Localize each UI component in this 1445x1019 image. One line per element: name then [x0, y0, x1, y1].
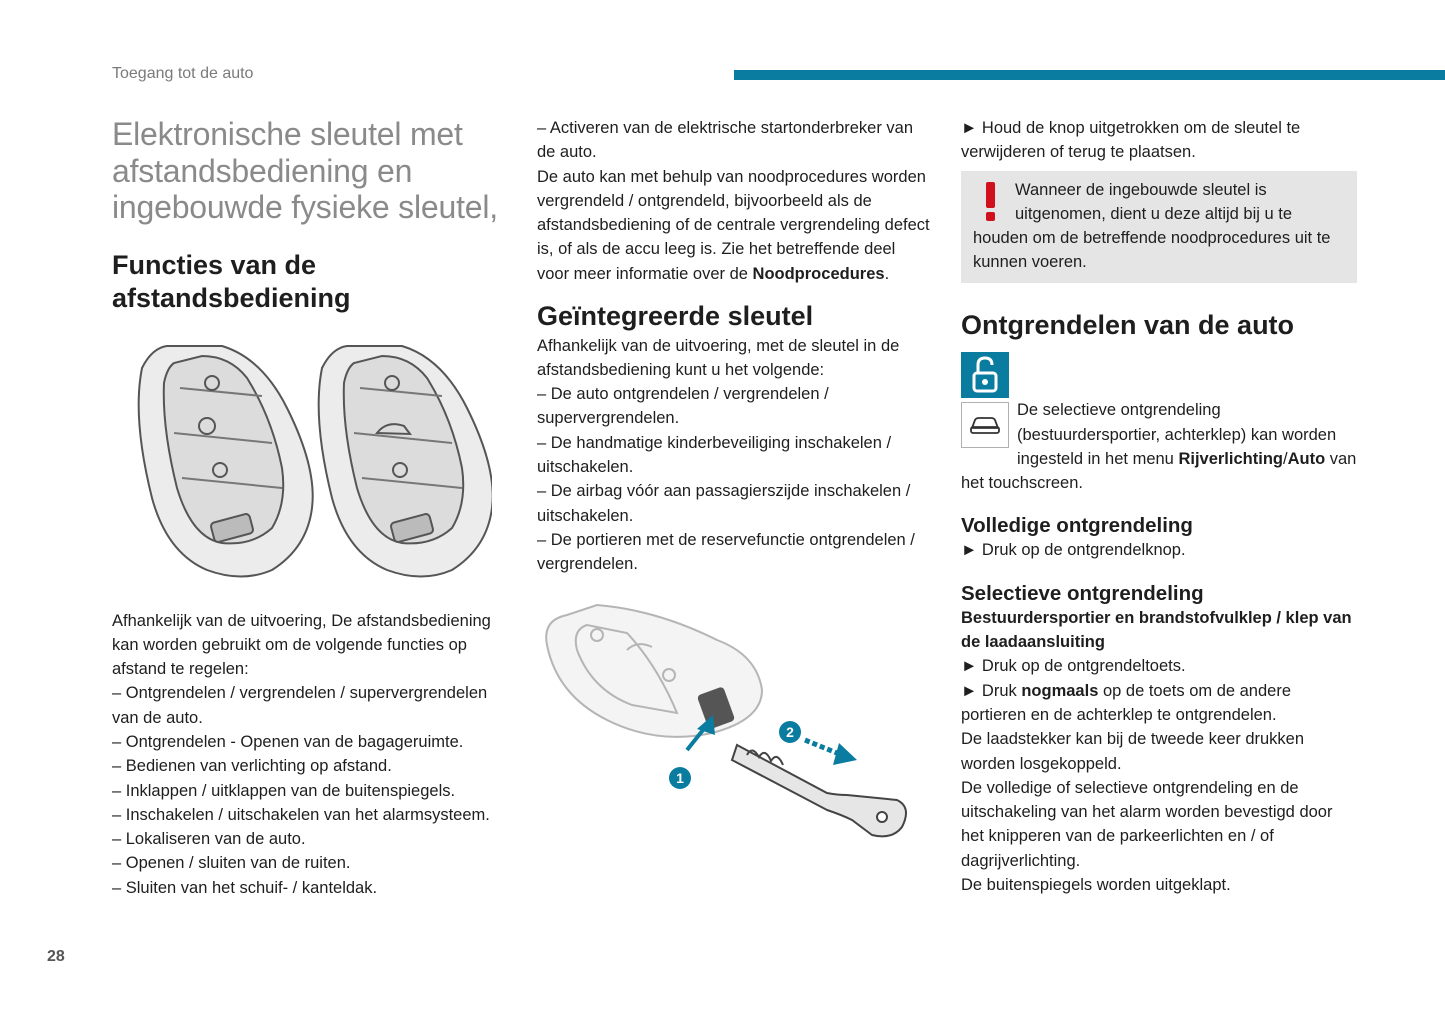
warning-text: Wanneer de ingebouwde sleutel is uitgenomen, dient u deze altijd bij u te houden om de betreffende noodprocedures uit te kunnen voeren.: [973, 180, 1331, 272]
page-number: 28: [47, 948, 65, 965]
selective-step-1: ► Druk op de ontgrendeltoets.: [961, 657, 1186, 676]
selective-unlock-paragraph: De selectieve ontgrendeling (bestuurdersportier, achterklep) kan worden ingesteld in het menu Rijverlichting/Auto van het touchscreen.: [961, 401, 1357, 493]
column-3: [961, 116, 1357, 897]
figure-label-2: 2: [786, 723, 794, 740]
full-unlock-step: ► Druk op de ontgrendelknop.: [961, 541, 1186, 560]
integrated-key-item: – De auto ontgrendelen / vergrendelen / supervergrendelen.: [537, 385, 829, 428]
mechanical-key: [732, 745, 906, 836]
unlock-icon: [961, 352, 1009, 398]
function-item: – Inklappen / uitklappen van de buitenspiegels.: [112, 781, 456, 800]
selective-unlock-subheading: Bestuurdersportier en brandstofvulklep / klep van de laadaansluiting: [961, 608, 1352, 652]
charging-plug-paragraph: De laadstekker kan bij de tweede keer drukken worden losgekoppeld.: [961, 730, 1305, 773]
section-label: Toegang tot de auto: [112, 65, 254, 82]
heading-remote-functions: Functies van de afstandsbediening: [112, 249, 351, 313]
mirrors-paragraph: De buitenspiegels worden uitgeklapt.: [961, 876, 1231, 895]
selective-step-2: ► Druk nogmaals op de toets om de andere portieren en de achterklep te ontgrendelen.: [961, 681, 1292, 724]
section-accent-bar: [734, 70, 1445, 80]
instruction-hold-button: ► Houd de knop uitgetrokken om de sleutel te verwijderen of terug te plaatsen.: [961, 119, 1301, 162]
column-1: [112, 116, 512, 900]
intro-paragraph: Afhankelijk van de uitvoering, De afstandsbediening kan worden gebruikt om de volgende functies op afstand te regelen:: [112, 611, 491, 679]
function-item: – Ontgrendelen / vergrendelen / supervergrendelen van de auto.: [112, 684, 488, 727]
integrated-key-item: – De airbag vóór aan passagierszijde inschakelen / uitschakelen.: [537, 482, 911, 525]
function-item: – Inschakelen / uitschakelen van het alarmsysteem.: [112, 805, 490, 824]
warning-note: [961, 171, 1357, 283]
key-fob-right: [319, 346, 492, 577]
remote-keys-illustration: [112, 338, 492, 583]
settings-icons: [961, 352, 1357, 495]
heading-integrated-key: Geïntegreerde sleutel: [537, 301, 814, 332]
figure-label-1: 1: [676, 769, 684, 786]
integrated-key-item: – De handmatige kinderbeveiliging inschakelen / uitschakelen.: [537, 433, 892, 477]
function-item: – Ontgrendelen - Openen van de bagageruimte.: [112, 732, 464, 751]
integrated-key-item: – De portieren met de reservefunctie ontgrendelen / vergrendelen.: [537, 530, 915, 574]
heading-unlock-car: Ontgrendelen van de auto: [961, 309, 1295, 340]
integrated-key-intro: Afhankelijk van de uitvoering, met de sleutel in de afstandsbediening kunt u het volgende:: [537, 336, 900, 379]
emergency-paragraph: De auto kan met behulp van noodprocedures worden vergrendeld / ontgrendeld, bijvoorbeeld als de afstandsbediening of de centrale vergrendeling defect is, of als de accu leeg is. Zie het betreffende deel voor meer informatie over de Noodprocedures.: [537, 167, 930, 283]
key-fob-left: [139, 346, 313, 577]
function-item: – Activeren van de elektrische startonderbreker van de auto.: [537, 119, 914, 162]
function-item: – Sluiten van het schuif- / kanteldak.: [112, 878, 378, 897]
function-item: – Lokaliseren van de auto.: [112, 830, 306, 849]
confirmation-paragraph: De volledige of selectieve ontgrendeling en de uitschakeling van het alarm worden bevestigd door het knipperen van de parkeerlichten en / of dagrijverlichting.: [961, 778, 1333, 870]
key-removal-illustration: [537, 595, 917, 855]
heading-selective-unlock: Selectieve ontgrendeling: [961, 581, 1204, 605]
function-item: – Bedienen van verlichting op afstand.: [112, 757, 392, 776]
warning-icon: [977, 180, 1009, 224]
heading-full-unlock: Volledige ontgrendeling: [961, 514, 1193, 538]
function-item: – Openen / sluiten van de ruiten.: [112, 854, 351, 873]
arrow-2: [779, 721, 857, 765]
column-2: [537, 116, 932, 855]
car-icon: [961, 402, 1009, 448]
emergency-procedures-link: Noodprocedures: [752, 264, 885, 283]
page-title: Elektronische sleutel met afstandsbediening en ingebouwde fysieke sleutel,: [112, 116, 498, 225]
